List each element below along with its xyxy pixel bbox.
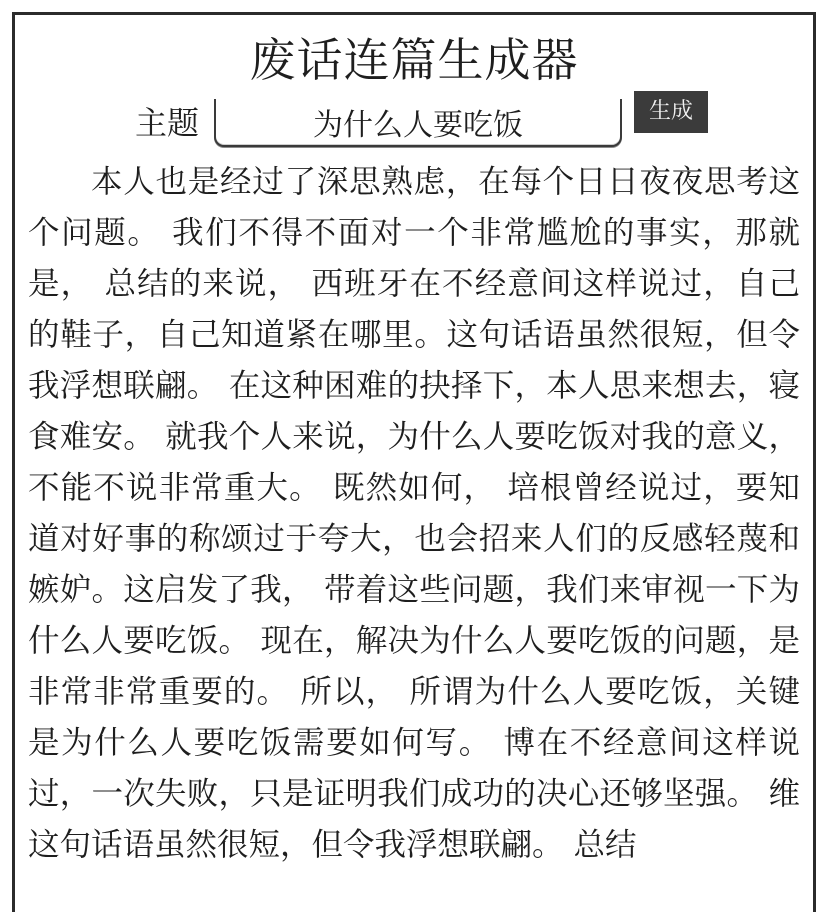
generated-essay: 本人也是经过了深思熟虑，在每个日日夜夜思考这个问题。 我们不得不面对一个非常尴尬的事实，那就是， 总结的来说， 西班牙在不经意间这样说过，自己的鞋子，自己知道紧在哪里。这句话语虽然很短，但令我浮想联翩。 在这种困难的抉择下，本人思来想去，寝食难安。 就我个人来说，为什么人要吃饭对我的意义，不能不说非常重大。 既然如何， 培根曾经说过，要知道对好事的称颂过于夸大，也会招来人们的反感轻蔑和嫉妒。这启发了我， 带着这些问题，我们来审视一下为什么人要吃饭。 现在，解决为什么人要吃饭的问题，是非常非常重要的。 所以， 所谓为什么人要吃饭，关键是为什么人要吃饭需要如何写。 博在不经意间这样说过，一次失败，只是证明我们成功的决心还够坚强。 维这句话语虽然很短，但令我浮想联翩。 总结 [28, 164, 800, 863]
page-title: 废话连篇生成器 [249, 33, 579, 87]
topic-label: 主题 [135, 104, 200, 142]
topic-form [15, 99, 813, 151]
topic-input[interactable] [214, 99, 622, 147]
app-frame [12, 12, 816, 912]
generate-button[interactable]: 生成 [634, 91, 708, 133]
